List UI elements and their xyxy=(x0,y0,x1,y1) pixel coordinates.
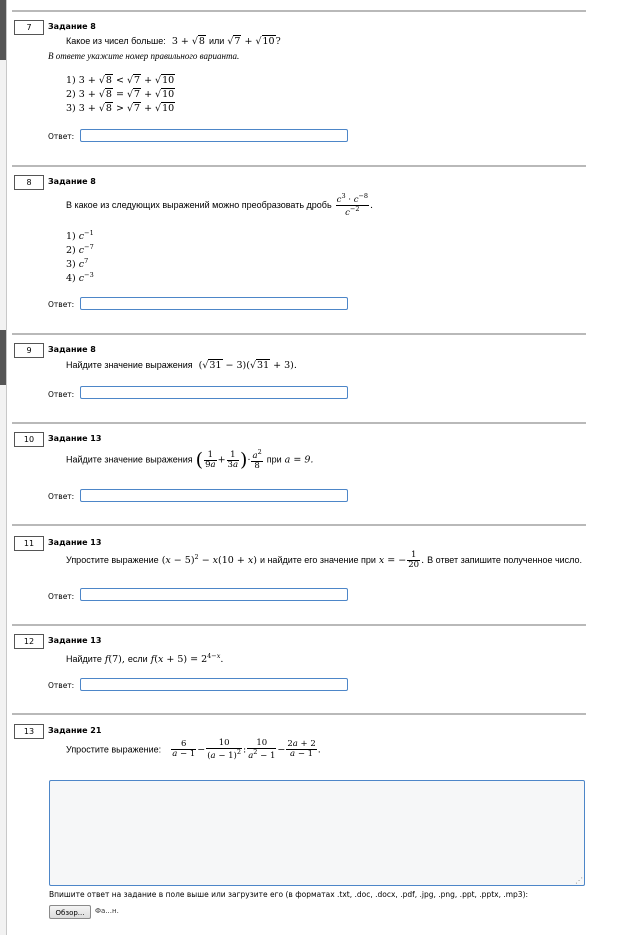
option-number: 2) xyxy=(66,245,76,257)
math-fraction: $\frac{1}{9a}$ xyxy=(205,449,216,470)
task-separator xyxy=(12,713,586,715)
scroll-marker xyxy=(0,0,6,60)
task-title: Задание 8 xyxy=(48,22,96,31)
math-expression: $(x - 5)^2 - x(10 + x)$ xyxy=(161,552,257,566)
answer-input[interactable] xyxy=(80,489,348,502)
task-title: Задание 13 xyxy=(48,538,102,547)
option-4: 4) $c^{-3}$ xyxy=(66,271,94,285)
task-separator xyxy=(12,624,586,626)
task-statement: В какое из следующих выражений можно преобразовать дробь $\frac{c^3 \cdot c^{-8}}{c^{-2}}$ . xyxy=(66,192,374,218)
math-fraction: $\frac{6}{a - 1}$ xyxy=(172,739,196,760)
option-1: 1) $c^{-1}$ xyxy=(66,229,94,243)
answer-label: Ответ: xyxy=(48,681,75,690)
task-title: Задание 8 xyxy=(48,177,96,186)
answer-input[interactable] xyxy=(80,678,348,691)
math-expression: f(7), xyxy=(104,654,125,666)
option-number: 1) xyxy=(66,231,76,243)
question-text: В какое из следующих выражений можно преобразовать дробь xyxy=(66,199,332,210)
task-number: 8 xyxy=(14,175,44,190)
answer-input[interactable] xyxy=(80,297,348,310)
question-text: Найдите значение выражения xyxy=(66,360,193,370)
task-separator xyxy=(12,333,586,335)
option-exponent: 7 xyxy=(84,257,89,265)
task-title: Задание 21 xyxy=(48,726,102,735)
question-text: Упростите выражение xyxy=(66,554,159,565)
task-number: 9 xyxy=(14,343,44,358)
answer-input[interactable] xyxy=(80,386,348,399)
option-number: 2) xyxy=(66,89,76,100)
task-separator xyxy=(12,524,586,526)
task-statement: Найдите значение выражения ( $\frac{1}{9a}$ + $\frac{1}{3a}$ )· $\frac{a^2}{8}$ при a = 9. xyxy=(66,448,314,471)
browse-button[interactable]: Обзор... xyxy=(49,905,91,919)
task-statement xyxy=(66,551,582,570)
task-number: 7 xyxy=(14,20,44,35)
task-number: 10 xyxy=(14,432,44,447)
task-separator xyxy=(12,422,586,424)
question-text: Упростите выражение: xyxy=(66,744,162,755)
instruction-text: В ответе укажите номер правильного варианта. xyxy=(48,51,240,61)
math-fraction: $\frac{c^3 \cdot c^{-8}}{c^{-2}}$ xyxy=(336,192,369,218)
answer-input[interactable] xyxy=(80,129,348,142)
task-title: Задание 13 xyxy=(48,434,102,443)
option-2: 2) $c^{-7}$ xyxy=(66,243,94,257)
option-number: 3) xyxy=(66,259,76,271)
task-number: 11 xyxy=(14,536,44,551)
relation-sign: > xyxy=(115,103,124,114)
task-statement xyxy=(66,36,281,47)
option-1: 1) 3 + √8 < √7 + √10 xyxy=(66,75,175,86)
answer-label: Ответ: xyxy=(48,300,75,309)
page-left-edge xyxy=(0,0,7,935)
math-expression: x = − $\frac{1}{20}$ . xyxy=(378,550,425,570)
answer-label: Ответ: xyxy=(48,132,75,141)
option-exponent: −1 xyxy=(84,229,94,237)
answer-textarea[interactable] xyxy=(49,780,585,886)
math-expression: 3 + √8 xyxy=(168,36,205,47)
question-at-text: при xyxy=(266,454,282,465)
task-title: Задание 13 xyxy=(48,636,102,645)
resize-grip-icon[interactable]: ⋰ xyxy=(575,876,583,885)
condition-text: a = 9. xyxy=(284,454,314,466)
option-2: 2) 3 + √8 = √7 + √10 xyxy=(66,89,175,100)
option-number: 1) xyxy=(66,75,76,86)
task-separator xyxy=(12,165,586,167)
question-end-text: В ответ запишите полученное число. xyxy=(427,554,583,565)
upload-hint: Впишите ответ на задание в поле выше или загрузите его (в форматах .txt, .doc, .docx, .pdf, .jpg, .png, .ppt, .pptx, .mp3): xyxy=(49,890,529,899)
relation-sign: = xyxy=(115,89,124,100)
math-expression: (√31 − 3)(√31 + 3). xyxy=(195,360,297,371)
question-mid-text: если xyxy=(127,654,148,665)
task-statement: Упростите выражение: $\frac{6}{a - 1}$ − $\frac{10}{(a - 1)^2}$ : $\frac{10}{a^2 - 1}$ − $\frac{2a + 2}{a - 1}$ . xyxy=(66,738,321,761)
task-statement xyxy=(66,360,297,371)
answer-label: Ответ: xyxy=(48,390,75,399)
answer-label: Ответ: xyxy=(48,592,75,601)
task-title: Задание 8 xyxy=(48,345,96,354)
scroll-marker xyxy=(0,330,6,385)
question-text: Найдите значение выражения xyxy=(66,454,193,465)
task-number: 12 xyxy=(14,634,44,649)
question-or-text: или xyxy=(209,36,225,46)
task-statement xyxy=(66,652,223,665)
question-text: Какое из чисел больше: xyxy=(66,36,166,46)
option-exponent: −7 xyxy=(84,243,94,251)
option-number: 3) xyxy=(66,103,76,114)
question-text: Найдите xyxy=(66,654,102,665)
math-expression: $f(x + 5) = 2^{4-x}$. xyxy=(150,652,224,666)
answer-label: Ответ: xyxy=(48,492,75,501)
file-status: Фа...н. xyxy=(95,907,119,915)
option-exponent: −3 xyxy=(84,271,94,279)
relation-sign: < xyxy=(115,75,124,86)
option-number: 4) xyxy=(66,273,76,285)
option-3: 3) $c^7$ xyxy=(66,257,89,271)
answer-input[interactable] xyxy=(80,588,348,601)
task-separator xyxy=(12,10,586,12)
math-expression: √7 + √10? xyxy=(227,36,281,47)
question-mid-text: и найдите его значение при xyxy=(259,554,376,565)
task-number: 13 xyxy=(14,724,44,739)
option-3: 3) 3 + √8 > √7 + √10 xyxy=(66,103,175,114)
